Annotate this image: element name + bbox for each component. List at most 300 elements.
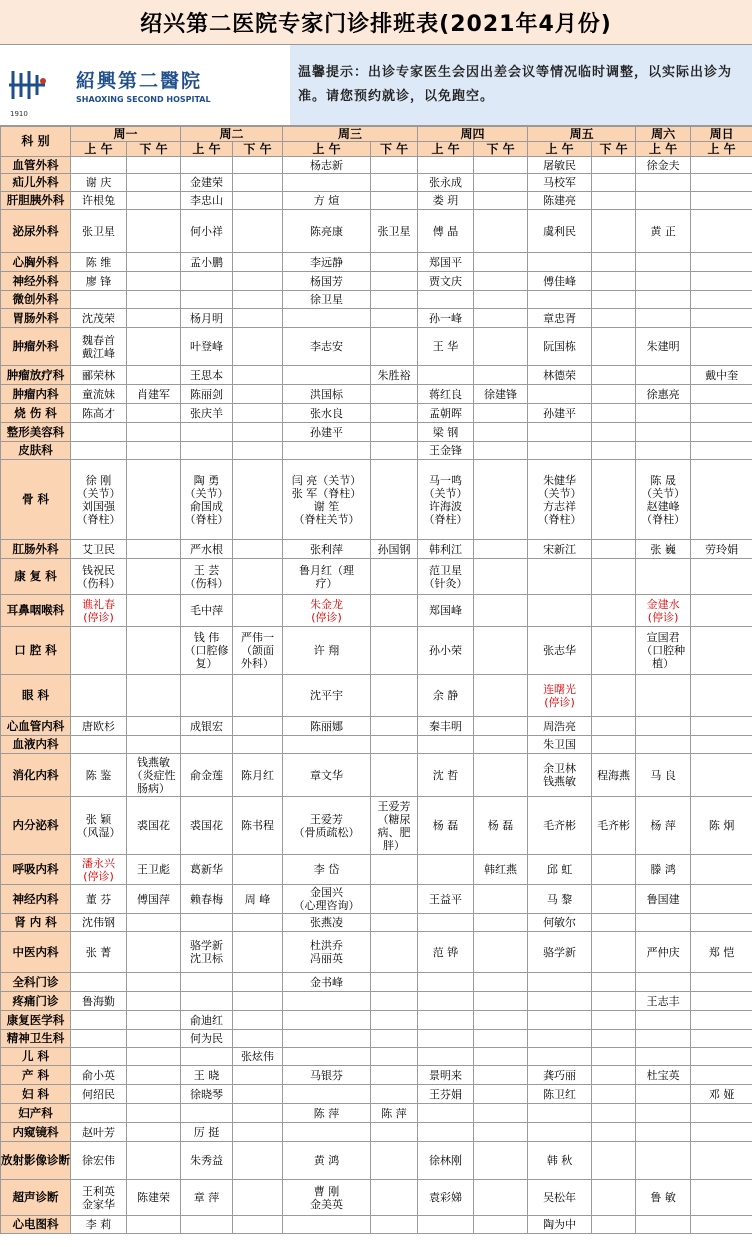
doctor-cell [592,855,636,885]
doctor-cell: 陈 鉴 [71,754,127,797]
doctor-cell: 俞迪红 [181,1011,233,1030]
doctor-cell [691,272,752,291]
day-header: 周五 [528,127,636,142]
doctor-cell [418,291,474,309]
doctor-cell [474,992,528,1011]
doctor-cell [371,559,418,595]
doctor-cell [636,404,691,423]
doctor-cell: 朱建明 [636,328,691,366]
doctor-cell [636,253,691,272]
doctor-cell [127,272,181,291]
table-row [1,309,752,328]
doctor-cell [592,736,636,754]
logo-year: 1910 [10,110,28,118]
doctor-cell [233,309,283,328]
doctor-cell: 俞小英 [71,1066,127,1085]
table-row [1,291,752,309]
doctor-cell: 陈 萍 [371,1104,418,1123]
table-row [1,1085,752,1104]
doctor-cell: 金建水 (停诊) [636,595,691,627]
table-row [1,754,752,797]
doctor-cell: 葛新华 [181,855,233,885]
logo-english-name: SHAOXING SECOND HOSPITAL [76,95,211,104]
doctor-cell: 杨国芳 [283,272,371,291]
doctor-cell [127,192,181,210]
doctor-cell [474,932,528,973]
doctor-cell [127,717,181,736]
doctor-cell [127,460,181,540]
doctor-cell: 陈 晟 （关节） 赵建峰 （脊柱） [636,460,691,540]
table-row [1,736,752,754]
doctor-cell [691,754,752,797]
doctor-cell: 王 晓 [181,1066,233,1085]
doctor-cell [181,736,233,754]
slot-header: 下 午 [127,142,181,157]
doctor-cell: 范 铧 [418,932,474,973]
doctor-cell: 陈书程 [233,797,283,855]
doctor-cell: 劳玲娟 [691,540,752,559]
doctor-cell: 赖春梅 [181,885,233,914]
doctor-cell [592,1123,636,1142]
doctor-cell [127,1048,181,1066]
doctor-cell [691,253,752,272]
doctor-cell [283,1085,371,1104]
doctor-cell [371,1142,418,1180]
doctor-cell: 程海燕 [592,754,636,797]
department-name: 疝儿外科 [1,174,71,192]
department-name: 肿瘤内科 [1,385,71,404]
doctor-cell [418,855,474,885]
doctor-cell [371,1123,418,1142]
doctor-cell [474,291,528,309]
doctor-cell: 沈 哲 [418,754,474,797]
doctor-cell [691,914,752,932]
doctor-cell: 孟朝晖 [418,404,474,423]
table-row [1,460,752,540]
doctor-cell [528,559,592,595]
doctor-cell: 杜洪乔 冯丽英 [283,932,371,973]
doctor-cell: 章 萍 [181,1180,233,1216]
doctor-cell: 张 菁 [71,932,127,973]
doctor-cell [233,253,283,272]
department-name: 呼吸内科 [1,855,71,885]
doctor-cell: 韩红燕 [474,855,528,885]
doctor-cell: 屠敏民 [528,157,592,174]
doctor-cell [181,973,233,992]
doctor-cell: 徐卫星 [283,291,371,309]
doctor-cell [592,385,636,404]
table-row [1,1180,752,1216]
department-name: 眼 科 [1,675,71,717]
doctor-cell [71,675,127,717]
doctor-cell [474,309,528,328]
doctor-cell [528,595,592,627]
doctor-cell [691,1030,752,1048]
doctor-cell [371,932,418,973]
doctor-cell: 秦丰明 [418,717,474,736]
table-row [1,675,752,717]
doctor-cell [71,291,127,309]
doctor-cell: 陈月红 [233,754,283,797]
doctor-cell [592,460,636,540]
doctor-cell: 孙建平 [528,404,592,423]
department-name: 肿瘤放疗科 [1,366,71,385]
department-name: 肿瘤外科 [1,328,71,366]
doctor-cell: 李志安 [283,328,371,366]
table-row [1,1030,752,1048]
doctor-cell: 王卫彪 [127,855,181,885]
doctor-cell: 余 静 [418,675,474,717]
doctor-cell: 李忠山 [181,192,233,210]
doctor-cell: 王爱芳 （骨质疏松） [283,797,371,855]
doctor-cell: 韩 秋 [528,1142,592,1180]
doctor-cell: 毛中萍 [181,595,233,627]
doctor-cell [592,291,636,309]
doctor-cell [181,1048,233,1066]
hospital-emblem-icon [6,64,48,118]
doctor-cell [233,174,283,192]
table-row [1,1048,752,1066]
doctor-cell [233,1104,283,1123]
department-name: 心电图科 [1,1216,71,1234]
doctor-cell [418,1104,474,1123]
dept-column-header: 科 别 [1,127,71,157]
department-name: 烧 伤 科 [1,404,71,423]
doctor-cell [691,717,752,736]
doctor-cell: 陈 炯 [691,797,752,855]
doctor-cell [371,309,418,328]
doctor-cell [371,855,418,885]
doctor-cell: 郑 恺 [691,932,752,973]
doctor-cell: 张水良 [283,404,371,423]
doctor-cell: 陈卫红 [528,1085,592,1104]
doctor-cell: 景明来 [418,1066,474,1085]
doctor-cell [371,754,418,797]
doctor-cell [636,174,691,192]
department-name: 妇 科 [1,1085,71,1104]
doctor-cell [592,253,636,272]
doctor-cell [636,1085,691,1104]
doctor-cell [283,174,371,192]
doctor-cell: 陈建亮 [528,192,592,210]
department-name: 产 科 [1,1066,71,1085]
table-row [1,932,752,973]
logo-chinese-name: 紹興第二醫院 [76,70,203,92]
doctor-cell: 赵叶芳 [71,1123,127,1142]
doctor-cell: 鲁海勤 [71,992,127,1011]
slot-header: 下 午 [474,142,528,157]
doctor-cell [233,210,283,253]
doctor-cell [127,1123,181,1142]
doctor-cell [127,404,181,423]
doctor-cell [592,595,636,627]
doctor-cell [127,1104,181,1123]
doctor-cell: 张志华 [528,627,592,675]
doctor-cell [528,1011,592,1030]
doctor-cell: 谢 庆 [71,174,127,192]
doctor-cell [127,309,181,328]
doctor-cell [233,932,283,973]
doctor-cell: 张 颖 （风湿） [71,797,127,855]
doctor-cell: 连曙光 (停诊) [528,675,592,717]
doctor-cell [528,1104,592,1123]
doctor-cell: 陈丽剑 [181,385,233,404]
doctor-cell: 肖建军 [127,385,181,404]
department-name: 肝胆胰外科 [1,192,71,210]
doctor-cell [233,1180,283,1216]
doctor-cell [371,1180,418,1216]
doctor-cell: 陶为中 [528,1216,592,1234]
doctor-cell [592,157,636,174]
doctor-cell [474,272,528,291]
doctor-cell [474,1011,528,1030]
doctor-cell [283,1048,371,1066]
doctor-cell: 沈平宇 [283,675,371,717]
doctor-cell [418,1011,474,1030]
doctor-cell [636,559,691,595]
slot-header: 上 午 [181,142,233,157]
doctor-cell: 朱胜裕 [371,366,418,385]
doctor-cell [474,1104,528,1123]
doctor-cell [528,992,592,1011]
table-row [1,973,752,992]
doctor-cell [474,973,528,992]
doctor-cell [474,157,528,174]
doctor-cell [371,423,418,442]
doctor-cell [418,157,474,174]
table-row [1,192,752,210]
doctor-cell [418,366,474,385]
doctor-cell [418,1030,474,1048]
doctor-cell: 王思本 [181,366,233,385]
doctor-cell [474,736,528,754]
doctor-cell [691,1123,752,1142]
doctor-cell [233,595,283,627]
doctor-cell: 何小祥 [181,210,233,253]
doctor-cell [371,675,418,717]
table-row [1,1123,752,1142]
notice-text: 温馨提示：出诊专家医生会因出差会议等情况临时调整，以实际出诊为准。请您预约就诊，以免跑空。 [290,45,752,125]
doctor-cell [283,366,371,385]
doctor-cell: 闫 亮（关节） 张 军（脊柱） 谢 笙 （脊柱关节） [283,460,371,540]
doctor-cell: 杨 磊 [474,797,528,855]
doctor-cell [636,973,691,992]
table-row [1,423,752,442]
doctor-cell [691,157,752,174]
slot-header: 下 午 [592,142,636,157]
doctor-cell: 魏春首 戴江峰 [71,328,127,366]
page-title: 绍兴第二医院专家门诊排班表(2021年4月份) [0,0,752,45]
table-row [1,797,752,855]
doctor-cell [691,675,752,717]
doctor-cell [181,992,233,1011]
doctor-cell [127,1066,181,1085]
doctor-cell [528,291,592,309]
doctor-cell: 艾卫民 [71,540,127,559]
doctor-cell [691,1216,752,1234]
doctor-cell [233,423,283,442]
doctor-cell: 孙建平 [283,423,371,442]
doctor-cell: 朱卫国 [528,736,592,754]
doctor-cell [528,423,592,442]
doctor-cell [636,1030,691,1048]
doctor-cell [474,423,528,442]
doctor-cell [474,174,528,192]
doctor-cell [418,973,474,992]
doctor-cell [691,1104,752,1123]
doctor-cell [233,1066,283,1085]
doctor-cell: 李 岱 [283,855,371,885]
doctor-cell [592,442,636,460]
doctor-cell: 王芬娟 [418,1085,474,1104]
doctor-cell [474,675,528,717]
doctor-cell: 马银芬 [283,1066,371,1085]
day-header: 周三 [283,127,418,142]
doctor-cell [371,404,418,423]
doctor-cell [71,1104,127,1123]
doctor-cell [283,442,371,460]
doctor-cell [691,309,752,328]
doctor-cell [233,157,283,174]
doctor-cell [181,291,233,309]
doctor-cell [233,272,283,291]
doctor-cell [592,914,636,932]
doctor-cell: 方 煊 [283,192,371,210]
doctor-cell [691,328,752,366]
department-name: 肾 内 科 [1,914,71,932]
slot-header: 上 午 [418,142,474,157]
doctor-cell [371,442,418,460]
doctor-cell [233,855,283,885]
doctor-cell [181,675,233,717]
department-name: 妇产科 [1,1104,71,1123]
department-name: 心胸外科 [1,253,71,272]
doctor-cell [474,1142,528,1180]
day-header: 周四 [418,127,528,142]
doctor-cell: 孙小荣 [418,627,474,675]
doctor-cell [371,291,418,309]
doctor-cell [636,1216,691,1234]
doctor-cell [636,366,691,385]
doctor-cell [371,385,418,404]
doctor-cell [592,973,636,992]
doctor-cell [371,1048,418,1066]
table-row [1,992,752,1011]
department-name: 康复医学科 [1,1011,71,1030]
doctor-cell [371,885,418,914]
table-row [1,174,752,192]
doctor-cell [233,366,283,385]
doctor-cell: 孟小鹏 [181,253,233,272]
doctor-cell [127,1085,181,1104]
doctor-cell [592,1085,636,1104]
doctor-cell [181,157,233,174]
table-row [1,1216,752,1234]
doctor-cell: 娄 玥 [418,192,474,210]
doctor-cell [592,559,636,595]
doctor-cell: 阮国栋 [528,328,592,366]
doctor-cell: 王 华 [418,328,474,366]
doctor-cell: 鲁 敏 [636,1180,691,1216]
table-row [1,855,752,885]
doctor-cell: 梁 钢 [418,423,474,442]
doctor-cell [691,174,752,192]
doctor-cell: 张燕凌 [283,914,371,932]
doctor-cell [127,595,181,627]
doctor-cell [474,442,528,460]
doctor-cell [233,675,283,717]
doctor-cell: 许 翔 [283,627,371,675]
doctor-cell: 朱金龙 (停诊) [283,595,371,627]
doctor-cell [691,210,752,253]
doctor-cell [691,885,752,914]
doctor-cell: 陈丽娜 [283,717,371,736]
doctor-cell: 俞金莲 [181,754,233,797]
doctor-cell [127,423,181,442]
doctor-cell: 严水根 [181,540,233,559]
doctor-cell: 李远静 [283,253,371,272]
day-header: 周一 [71,127,181,142]
department-name: 消化内科 [1,754,71,797]
table-row [1,1066,752,1085]
doctor-cell [233,404,283,423]
doctor-cell: 成银宏 [181,717,233,736]
doctor-cell [283,309,371,328]
table-row [1,404,752,423]
table-row [1,253,752,272]
doctor-cell [71,627,127,675]
doctor-cell [371,914,418,932]
doctor-cell: 鲁国建 [636,885,691,914]
doctor-cell [233,1011,283,1030]
doctor-cell [127,559,181,595]
doctor-cell [691,1011,752,1030]
doctor-cell [636,914,691,932]
doctor-cell: 沈茂荣 [71,309,127,328]
doctor-cell [474,914,528,932]
doctor-cell [283,992,371,1011]
slot-header: 下 午 [233,142,283,157]
doctor-cell [233,1030,283,1048]
doctor-cell [233,1142,283,1180]
department-name: 康 复 科 [1,559,71,595]
doctor-cell: 金书峰 [283,973,371,992]
doctor-cell [127,914,181,932]
doctor-cell [71,442,127,460]
doctor-cell: 邓 娅 [691,1085,752,1104]
department-name: 心血管内科 [1,717,71,736]
doctor-cell [636,1123,691,1142]
doctor-cell [636,736,691,754]
doctor-cell [71,1048,127,1066]
doctor-cell: 徐 刚 （关节） 刘国强 （脊柱） [71,460,127,540]
doctor-cell [592,423,636,442]
department-name: 耳鼻咽喉科 [1,595,71,627]
doctor-cell [474,192,528,210]
doctor-cell [233,442,283,460]
doctor-cell [418,1048,474,1066]
doctor-cell [371,1030,418,1048]
doctor-cell: 杨 萍 [636,797,691,855]
doctor-cell: 董 芬 [71,885,127,914]
doctor-cell [371,460,418,540]
doctor-cell: 贾文庆 [418,272,474,291]
doctor-cell [233,992,283,1011]
doctor-cell: 张 巍 [636,540,691,559]
doctor-cell: 王 芸 （伤科） [181,559,233,595]
doctor-cell [636,309,691,328]
doctor-cell: 张炫伟 [233,1048,283,1066]
